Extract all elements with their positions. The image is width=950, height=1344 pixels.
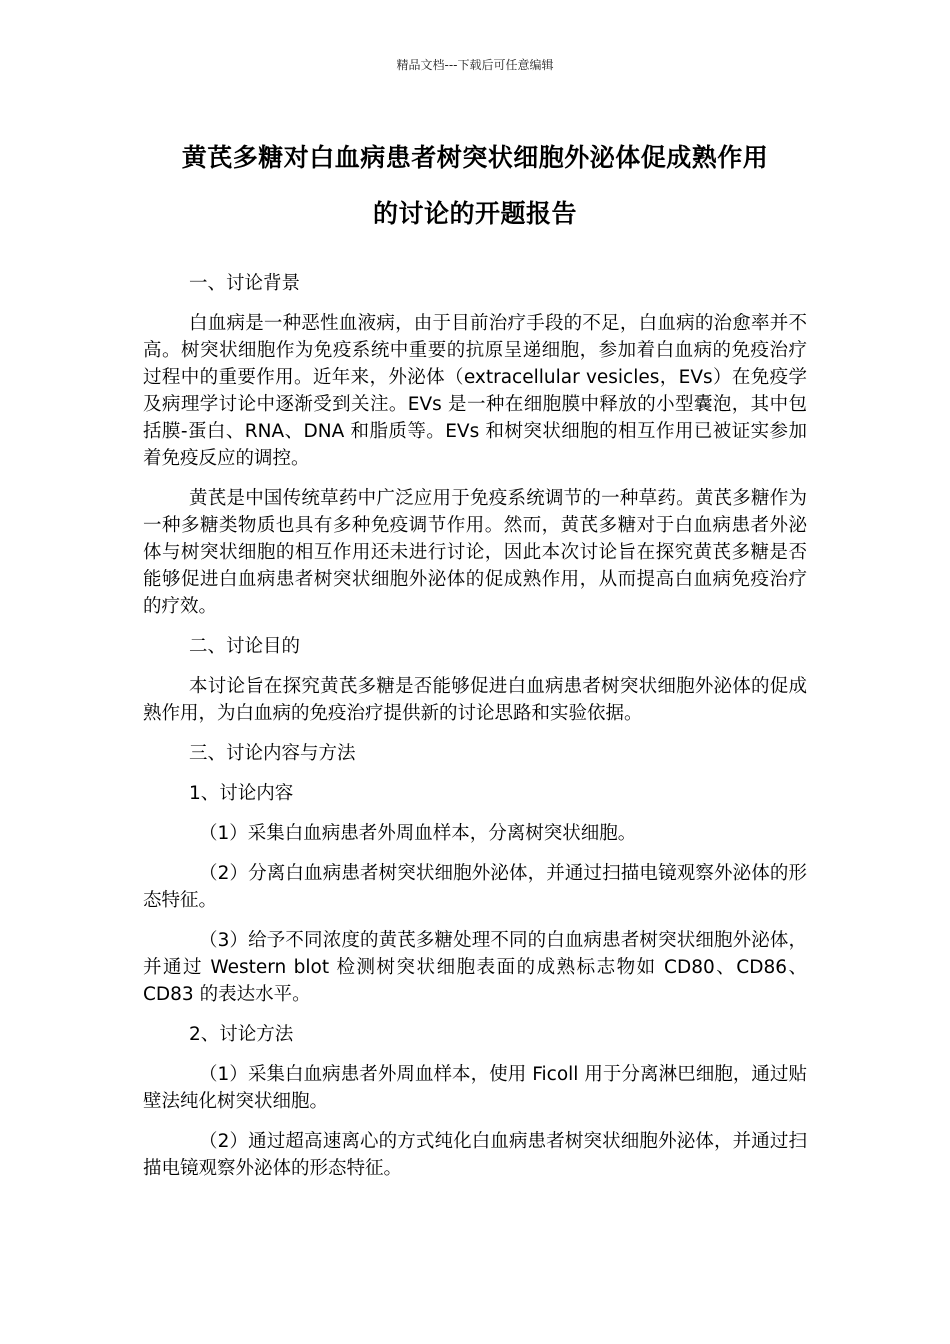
document-title xyxy=(143,130,807,242)
section-heading-background: 一、讨论背景 xyxy=(189,273,301,294)
purpose-paragraph: 本讨论旨在探究黄芪多糖是否能够促进白血病患者树突状细胞外泌体的促成熟作用，为白血病的免疫治疗提供新的讨论思路和实验依据。 xyxy=(143,676,807,724)
document-title-line-1: 黄芪多糖对白血病患者树突状细胞外泌体促成熟作用 xyxy=(181,143,769,172)
content-item: （2）分离白血病患者树突状细胞外泌体，并通过扫描电镜观察外泌体的形态特征。 xyxy=(143,863,807,911)
background-paragraph-1: 白血病是一种恶性血液病，由于目前治疗手段的不足，白血病的治愈率并不高。树突状细胞作为免疫系统中重要的抗原呈递细胞，参加着白血病的免疫治疗过程中的重要作用。近年来，外泌体（extracellular vesicles，EVs）在免疫学及病理学讨论中逐渐受到关注。EVs 是一种在细胞膜中释放的小型囊泡，其中包括膜-蛋白、RNA、DNA 和脂质等。EVs 和树突状细胞的相互作用已被证实参加着免疫反应的调控。 xyxy=(143,313,807,469)
section-heading-content-methods: 三、讨论内容与方法 xyxy=(189,743,356,764)
section-heading-purpose: 二、讨论目的 xyxy=(189,636,301,657)
method-item: （1）采集白血病患者外周血样本，使用 Ficoll 用于分离淋巴细胞，通过贴壁法纯化树突状细胞。 xyxy=(143,1064,807,1112)
subheading-content: 1、讨论内容 xyxy=(189,783,294,804)
document-title-line-2: 的讨论的开题报告 xyxy=(372,199,577,228)
method-item: （2）通过超高速离心的方式纯化白血病患者树突状细胞外泌体，并通过扫描电镜观察外泌体的形态特征。 xyxy=(143,1131,807,1179)
content-item: （1）采集白血病患者外周血样本，分离树突状细胞。 xyxy=(199,823,637,844)
header-note: 精品文档---下载后可任意编辑 xyxy=(396,58,554,72)
content-item: （3）给予不同浓度的黄芪多糖处理不同的白血病患者树突状细胞外泌体，并通过 Western blot 检测树突状细胞表面的成熟标志物如 CD80、CD86、CD83 的表达水平。 xyxy=(143,930,807,1005)
document-body xyxy=(143,270,807,1195)
background-paragraph-2: 黄芪是中国传统草药中广泛应用于免疫系统调节的一种草药。黄芪多糖作为一种多糖类物质也具有多种免疫调节作用。然而，黄芪多糖对于白血病患者外泌体与树突状细胞的相互作用还未进行讨论，因此本次讨论旨在探究黄芪多糖是否能够促进白血病患者树突状细胞外泌体的促成熟作用，从而提高白血病免疫治疗的疗效。 xyxy=(143,488,807,617)
subheading-methods: 2、讨论方法 xyxy=(189,1024,294,1045)
